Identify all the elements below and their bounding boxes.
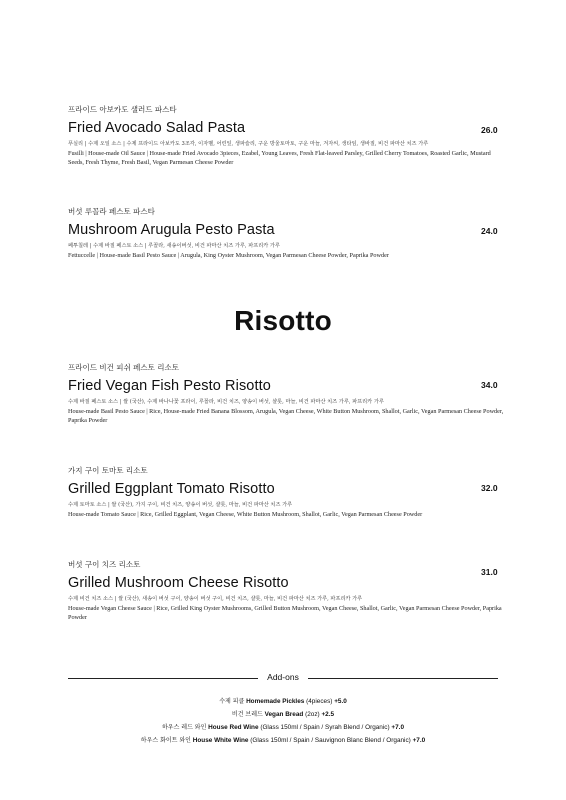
item-english-description: House-made Basil Pesto Sauce | Rice, House-made Fried Banana Blossom, Arugula, Vegan Cheese, White Button Mushroom, Shallot, Garlic, Vegan Parmesan Cheese Powder, Paprika Powder [68,408,504,424]
addon-item [0,721,566,734]
addon-korean-name: 수제 피클 [219,698,245,705]
item-korean-title: 버섯 루꼴라 페스토 파스타 [68,207,155,216]
menu-item-grilled-mushroom-cheese-risotto [68,560,508,622]
addon-english-name: Vegan Bread [264,711,304,718]
addon-korean-name: 비건 브레드 [231,711,263,718]
item-english-description: House-made Vegan Cheese Sauce | Rice, Grilled King Oyster Mushrooms, Grilled Button Mushroom, Vegan Cheese, Shallot, Garlic, Vegan Parmesan Cheese Powder, Paprika Powder [68,605,502,621]
addon-detail: (2oz) [305,711,320,718]
item-korean-title: 버섯 구이 치즈 리소토 [68,560,141,569]
addon-item [0,708,566,721]
item-korean-description: 페투칠레 | 수제 바질 페스토 소스 | 루꼴라, 새송이버섯, 비건 파마산 치즈 가루, 파프리카 가루 [68,243,280,249]
addon-english-name: Homemade Pickles [246,698,305,705]
item-english-title: Fried Vegan Fish Pesto Risotto [68,378,271,394]
item-korean-title: 가지 구이 토마토 리소토 [68,466,148,475]
addon-item [0,695,566,708]
item-korean-title: 프라이드 비건 피쉬 페스토 리소토 [68,363,179,372]
item-korean-description: 수제 바질 페스토 소스 | 쌀 (국산), 수제 바나나꽃 프라이, 루꼴라, 비건 치즈, 양송이 버섯, 샬롯, 마늘, 비건 파마산 치즈 가루, 파프리카 가루 [68,399,384,405]
item-english-description: House-made Tomato Sauce | Rice, Grilled Eggplant, Vegan Cheese, White Button Mushroom, Shallot, Garlic, Vegan Parmesan Cheese Powder [68,511,423,519]
addon-price: +2.5 [321,711,335,718]
item-english-title: Mushroom Arugula Pesto Pasta [68,222,275,238]
addons-divider-right [308,678,498,679]
addon-english-name: House Red Wine [208,724,259,731]
addon-detail: (Glass 150ml / Spain / Syrah Blend / Organic) [260,724,390,731]
addons-list [0,695,566,747]
addon-item [0,734,566,747]
item-english-description: Fusilli | House-made Oil Sauce | House-made Fried Avocado 3pieces, Ezabel, Young Leaves, Fresh Flat-leaved Parsley, Grilled Cherry Tomatoes, Roasted Garlic, Mustard Seeds, Fresh Thyme, Fresh Basil, Vegan Parmesan Cheese Powder [68,150,491,166]
item-english-title: Grilled Eggplant Tomato Risotto [68,481,275,497]
menu-item-mushroom-arugula-pesto-pasta [68,207,508,261]
addons-title: Add-ons [267,672,299,682]
menu-item-fried-vegan-fish-pesto-risotto [68,363,508,425]
item-english-title: Grilled Mushroom Cheese Risotto [68,575,289,591]
item-korean-description: 푸실리 | 수제 오일 소스 | 수제 프라이드 아보카도 3조각, 이자벨, 어린잎, 생파슬리, 구운 방울토마토, 구운 마늘, 겨자씨, 생타임, 생바질, 비건 파마산 치즈 가루 [68,141,429,147]
section-title-risotto: Risotto [234,305,332,336]
item-english-description: Fettuccelle | House-made Basil Pesto Sauce | Arugula, King Oyster Mushroom, Vegan Parmesan Cheese Powder, Paprika Powder [68,252,389,260]
addon-detail: (Glass 150ml / Spain / Sauvignon Blanc Blend / Organic) [250,737,411,744]
item-korean-title: 프라이드 아보카도 샐러드 파스타 [68,105,177,114]
addon-price: +7.0 [412,737,426,744]
item-price: 34.0 [481,380,498,390]
item-price: 32.0 [481,483,498,493]
item-korean-description: 수제 토마토 소스 | 쌀 (국산), 가지 구이, 비건 치즈, 양송이 버섯, 샬롯, 마늘, 비건 파마산 치즈 가루 [68,502,293,508]
addon-price: +7.0 [391,724,405,731]
menu-item-fried-avocado-salad-pasta [68,105,508,167]
item-english-title: Fried Avocado Salad Pasta [68,120,246,136]
item-korean-description: 수제 비건 치즈 소스 | 쌀 (국산), 새송이 버섯 구이, 양송이 버섯 구이, 비건 치즈, 샬롯, 마늘, 비건 파마산 치즈 가루, 파프리카 가루 [68,596,363,602]
menu-item-grilled-eggplant-tomato-risotto [68,466,508,520]
addon-korean-name: 하우스 화이트 와인 [140,737,191,744]
item-price: 31.0 [481,567,498,577]
item-price: 24.0 [481,226,498,236]
addon-detail: (4pieces) [306,698,333,705]
addon-korean-name: 하우스 레드 와인 [161,724,207,731]
addon-price: +5.0 [334,698,347,705]
item-price: 26.0 [481,125,498,135]
addon-english-name: House White Wine [192,737,249,744]
